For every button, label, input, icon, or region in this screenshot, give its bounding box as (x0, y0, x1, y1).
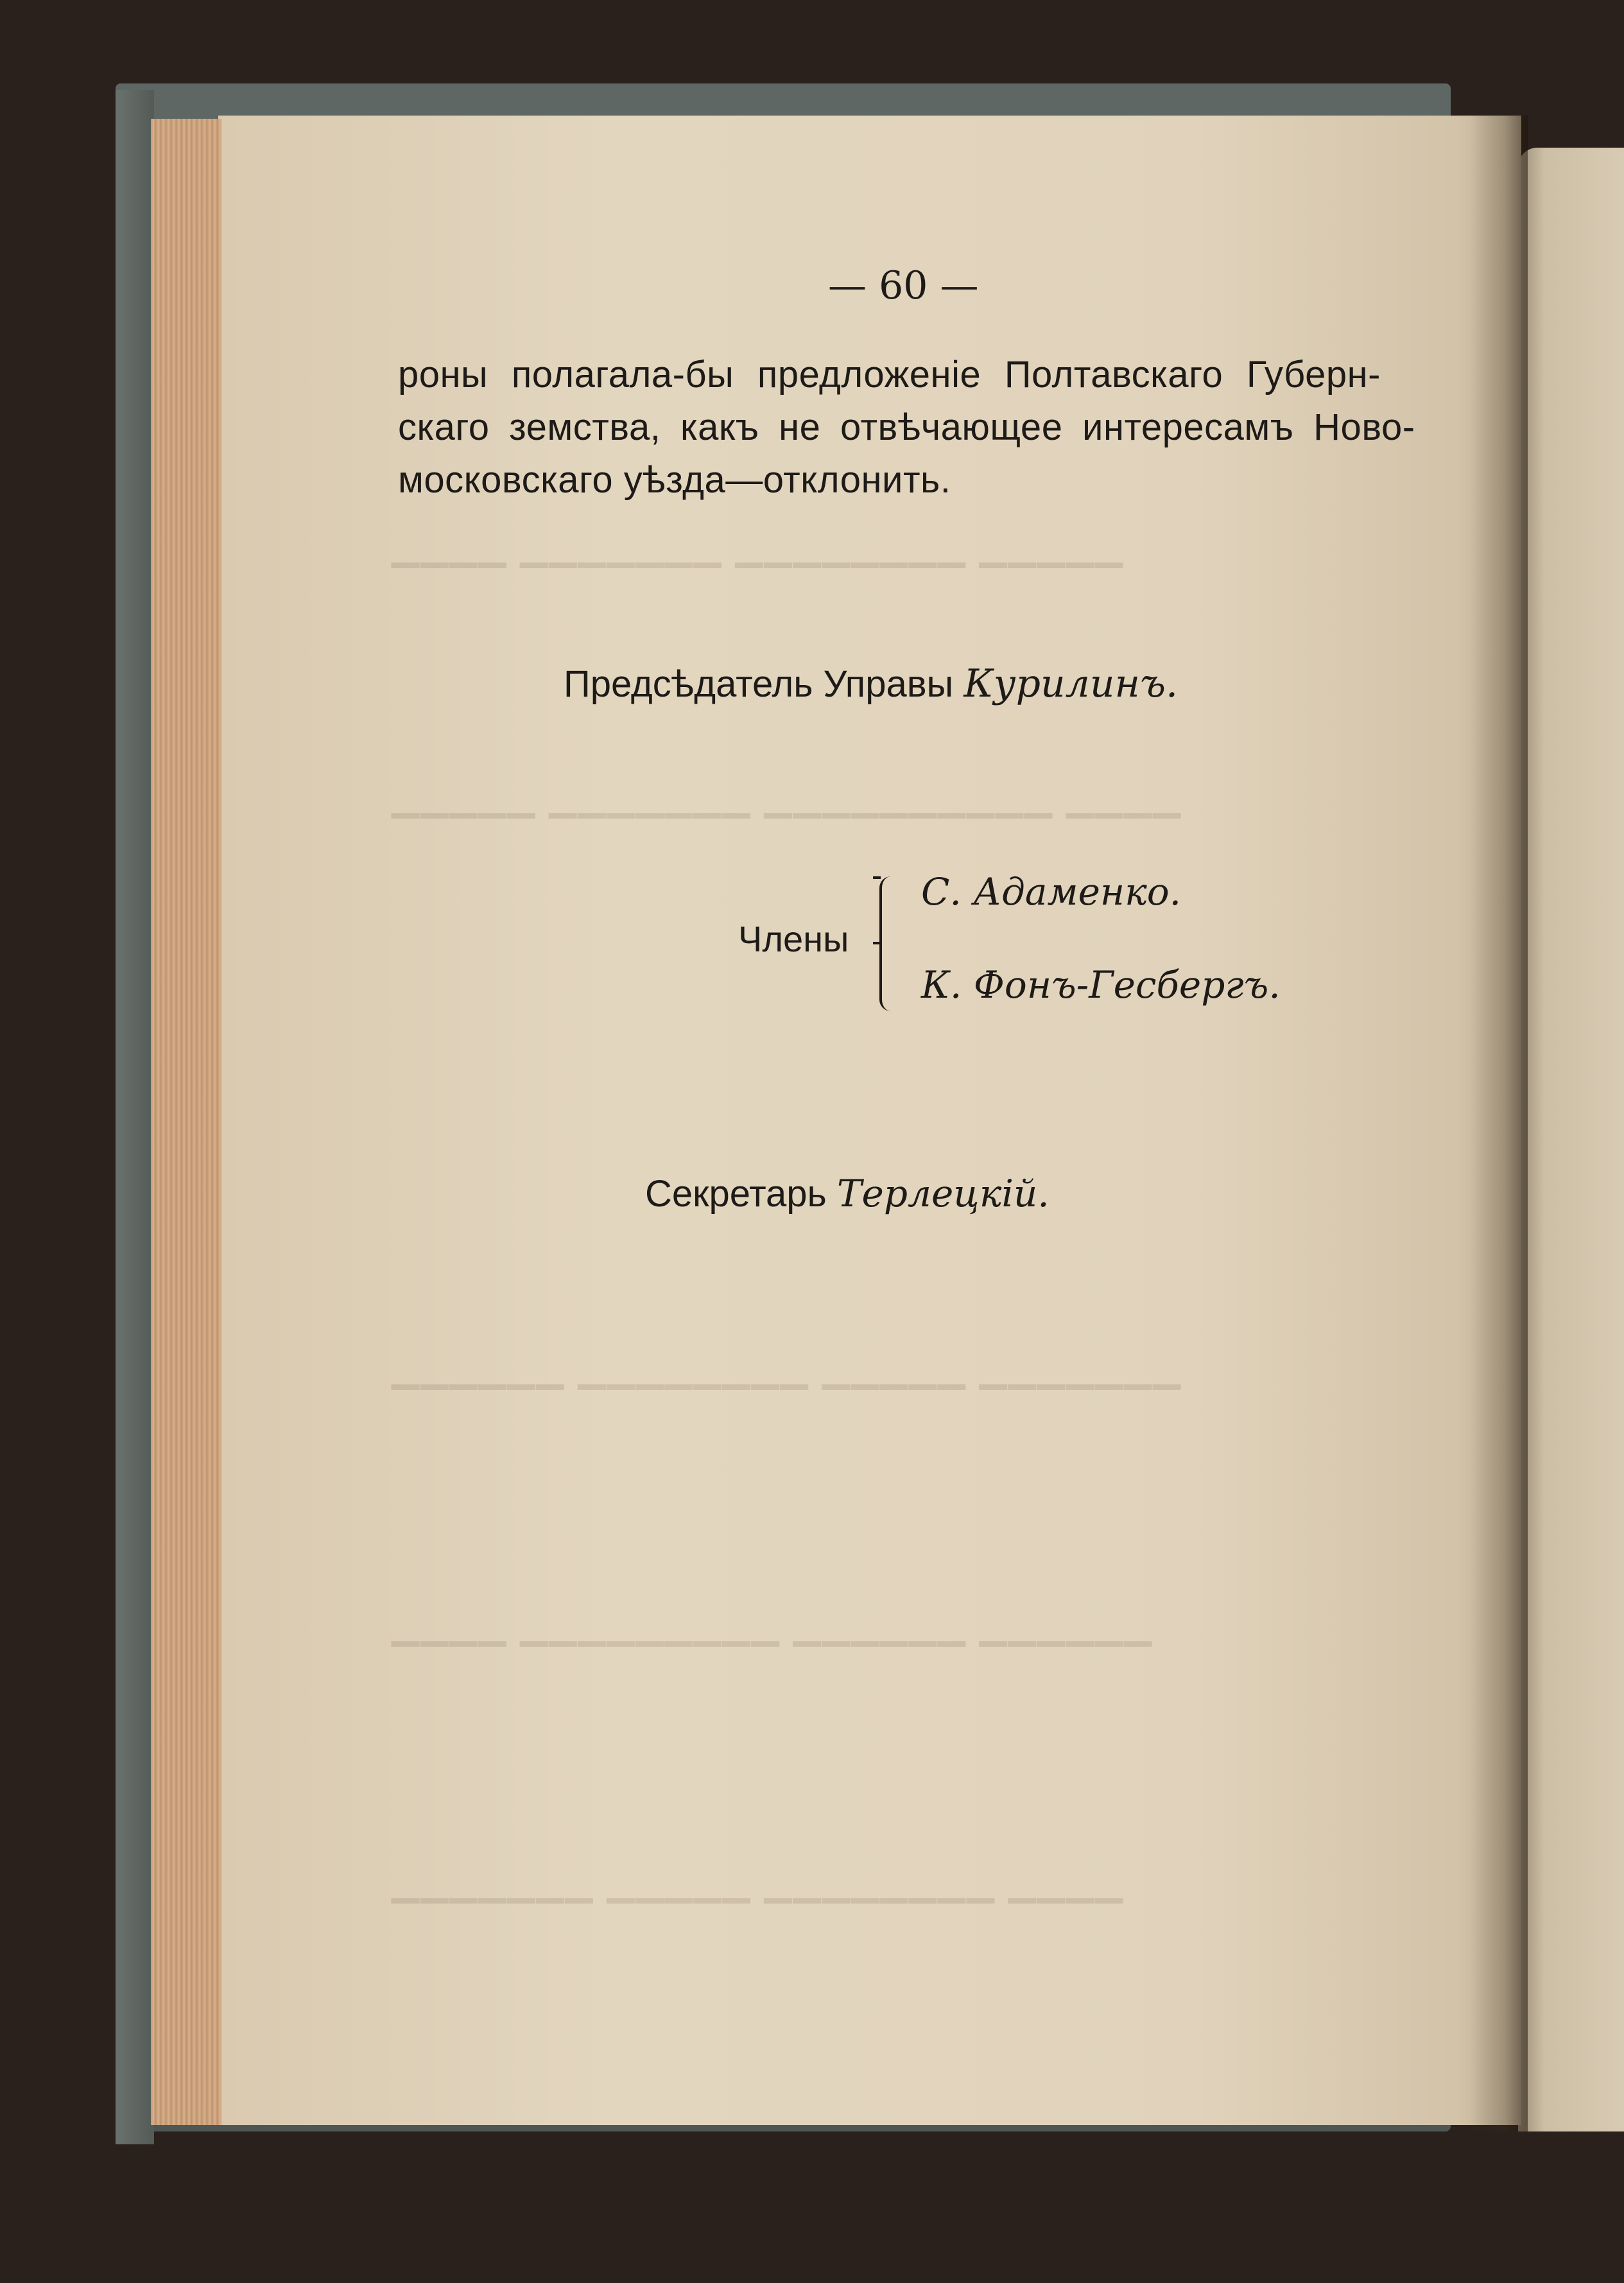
chairman-signature-line (564, 661, 1178, 706)
secretary-signature-line (645, 1172, 1050, 1215)
member-name: С. Адаменко. (921, 870, 1182, 914)
page-number: — 60 — (828, 263, 979, 308)
bleed-through-line: ▁▁▁▁▁▁ ▁▁▁▁▁▁▁▁ ▁▁▁▁▁ ▁▁▁▁▁▁▁ (392, 1348, 1182, 1390)
secretary-title: Секретарь (645, 1173, 827, 1215)
bleed-through-line: ▁▁▁▁ ▁▁▁▁▁▁▁▁▁ ▁▁▁▁▁▁ ▁▁▁▁▁▁ (392, 1605, 1153, 1647)
book-spine-edge (116, 90, 154, 2144)
chairman-name: Курилинъ. (963, 661, 1179, 706)
chairman-title: Предсѣдатель Управы (564, 663, 954, 705)
members-label: Члены (738, 919, 849, 959)
page-block-edge (151, 119, 221, 2125)
member-name: К. Фонъ-Гесбергъ. (921, 963, 1281, 1007)
body-text-line: роны полагала-бы предложеніе Полтавскаго Губерн- (398, 354, 1381, 395)
bleed-through-line: ▁▁▁▁ ▁▁▁▁▁▁▁ ▁▁▁▁▁▁▁▁ ▁▁▁▁▁ (392, 526, 1124, 568)
body-text-line: скаго земства, какъ не отвѣчающее интересамъ Ново- (398, 406, 1415, 448)
members-brace (879, 876, 900, 1011)
bleed-through-line: ▁▁▁▁▁▁▁ ▁▁▁▁▁ ▁▁▁▁▁▁▁▁ ▁▁▁▁ (392, 1862, 1124, 1904)
page-gutter-shadow (1470, 116, 1528, 2131)
facing-page (1518, 148, 1624, 2131)
bleed-through-line: ▁▁▁▁▁ ▁▁▁▁▁▁▁ ▁▁▁▁▁▁▁▁▁▁ ▁▁▁▁ (392, 777, 1182, 819)
secretary-name: Терлецкій. (836, 1172, 1050, 1215)
body-text-line: московскаго уѣзда—отклонить. (398, 459, 951, 501)
